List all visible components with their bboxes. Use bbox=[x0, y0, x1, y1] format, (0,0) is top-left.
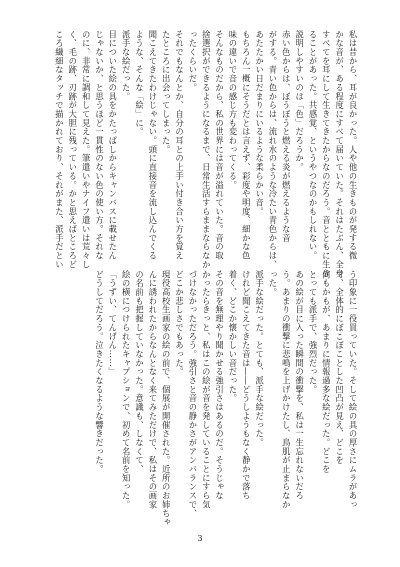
text-line: 現役高校生画家の絵の前で、個展が開催された。近所のお姉ちゃ bbox=[161, 270, 172, 527]
text-line: ころ繊細なタッチで描かれており、それがまた、派手だとい bbox=[54, 30, 65, 269]
text-line: った。 bbox=[267, 270, 278, 297]
text-line: 聞こえてきたわけじゃない。頭に直接音を流し込んでくる bbox=[147, 30, 158, 261]
text-line: かな音が、ある程度にすべて届いていた。それはたぶん、全身 bbox=[334, 30, 345, 278]
text-line: ったくらいだ。 bbox=[187, 30, 198, 92]
text-line: それでもなんとか、自分の耳との上手い付き合い方を覚え bbox=[174, 30, 185, 261]
text-line: 味の違いで音の感じ方も変わってくる。 bbox=[227, 30, 238, 190]
text-line: 赤い色からは、ぼうぼうと燃える炎が燃えるような音 bbox=[281, 30, 292, 243]
text-line: 絵の横につけられたキャプションで、初めて名前を知った。 bbox=[121, 270, 132, 509]
text-line: う印象に一役買っていた。そして絵の具の厚さにムラがあっ bbox=[348, 270, 358, 509]
text-line: そんなものだから、私の世界には音が溢れていた。音の取 bbox=[214, 30, 225, 261]
text-line: 何もかもが、あまりに情報過多な絵だった。どこを bbox=[321, 270, 332, 474]
text-line: 「うずい、てんげん……」 bbox=[107, 270, 118, 377]
text-line: 私は昔から、耳が良かった。人や他の生きものが発する微 bbox=[348, 30, 358, 261]
text-line: もちろん一概にそうだとは言えず、彩度や明度、細かな色 bbox=[241, 30, 252, 261]
text-line: ような、そんな「絵」に。 bbox=[134, 30, 145, 137]
text-line: けれど聞こえてきた音は――どうしようもなく静かで落ち bbox=[241, 270, 252, 501]
text-line: く、毛の跡、刃跡が大胆に残っている。かと思えばところど bbox=[67, 30, 78, 269]
text-line: 説明しやすいのは「色」だろうか。 bbox=[294, 30, 305, 172]
text-line: 着く、どこか懐かしい音だった。 bbox=[227, 270, 238, 403]
text-line: のに、非常に調和して見えた。筆遣いやナイフ遣いは荒々し bbox=[81, 30, 92, 269]
text-line: たところに出会ってしまった。 bbox=[161, 30, 172, 154]
text-line: あたたかい日だまりにいるような柔らかい音。 bbox=[254, 30, 265, 216]
text-line: 目についた絵の具をかたっぱしからキャンバスに載せたん bbox=[107, 30, 118, 261]
text-block-top bbox=[27, 30, 359, 278]
text-line: の名前も把握していなかった。意識も、しなくて、 bbox=[134, 270, 145, 474]
text-line: がする。青い色からは、流れ水のような冷たい青色からは、 bbox=[267, 30, 278, 269]
text-line: じゃないか、と思うほど一貫性のない色の使い方。それな bbox=[94, 30, 105, 261]
text-line: すべてを耳にして生きてきたからなのだろう。音とともに生き bbox=[321, 30, 332, 278]
text-block-bottom bbox=[27, 270, 359, 527]
text-line: どうしてだろう。泣きたくなるような響きだった。 bbox=[94, 270, 105, 474]
text-line: 派手な絵だった。とても、派手な絵だった。 bbox=[254, 270, 265, 447]
text-line: 派手な絵だった。 bbox=[121, 30, 132, 101]
text-line: かったらきっと、私はこの絵が音を発していることにすら気 bbox=[201, 270, 212, 509]
text-line: どこか悲しさでもあった。 bbox=[174, 270, 185, 377]
text-line: ることがあった。共感覚、というやつなのかもしれない。 bbox=[307, 30, 318, 261]
text-line: づけなかっただろう。強引さと音の静かさがアンバランスで、 bbox=[187, 270, 198, 518]
text-line: その音を無理やり聞かせる強引さはあるのだ。そうじゃな bbox=[214, 270, 225, 501]
text-line: あの絵が目に入った瞬間の衝撃を、私は一生忘れないだろ bbox=[294, 270, 305, 501]
text-line: 捨選択ができるようになるまで、日常生活すらままならなか bbox=[201, 30, 212, 269]
text-line: う。あまりの衝撃に悲鳴を上げかけたし、鳥肌が止まらなか bbox=[281, 270, 292, 509]
page-number: 3 bbox=[197, 534, 203, 543]
text-line: んに誘われたからなんとなく来てみただけで、私はその画家 bbox=[147, 270, 158, 509]
text-line: とっても派手で、強烈だった。 bbox=[307, 270, 318, 394]
text-line: て、全体的にぼこぼことした凹凸が見え、どこを bbox=[334, 270, 345, 465]
